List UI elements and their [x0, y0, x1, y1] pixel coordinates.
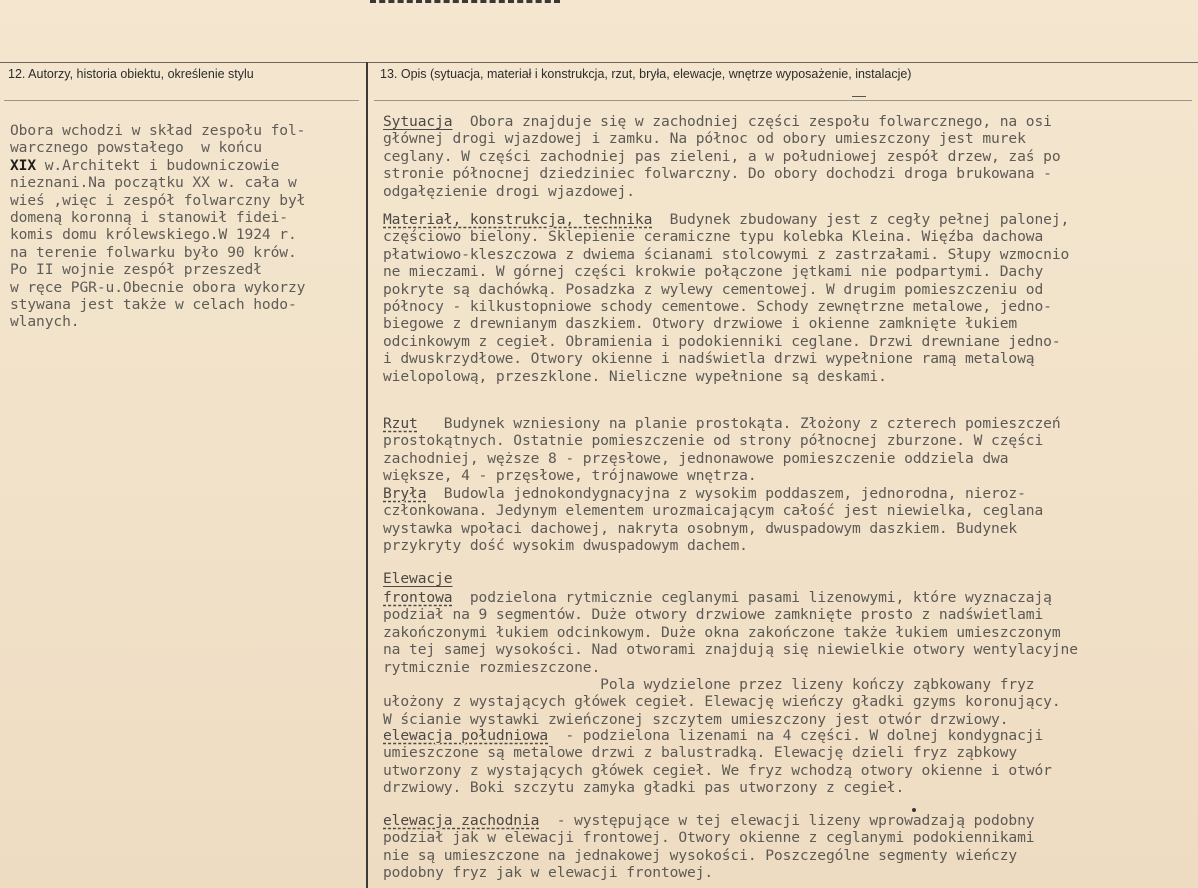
section-line: północy - kilkustopniowe schody cementowe. Schody zewnętrzne metalowe, jedno-: [383, 298, 1052, 316]
section-line: stronie północnej dziedziniec folwarczny. Do obory dochodzi droga brukowana -: [383, 165, 1052, 183]
section-line: wielopolową, przeszklone. Nieliczne wypełnione są deskami.: [383, 367, 887, 385]
header-dash-mark: [852, 96, 866, 97]
section-label-zachodnia: elewacja zachodnia: [383, 812, 540, 829]
history-line: XIX w.Architekt i budowniczowie: [10, 156, 280, 174]
section-line: Budowla jednokondygnacyjna z wysokim poddaszem, jednorodna, nieroz-: [426, 485, 1026, 502]
century-mark: XIX: [10, 156, 37, 174]
section-line: utworzony z wystających główek cegieł. We fryz wchodzą otwory okienne i otwór: [383, 761, 1052, 779]
section-line: Pola wydzielone przez lizeny kończy ząbkowany fryz: [383, 676, 1035, 694]
section-line: i dwuskrzydłowe. Otwory okienne i nadświetla drzwi wypełnione ramą metalową: [383, 350, 1035, 368]
section-line: rytmicznie rozmieszczone.: [383, 658, 601, 676]
section-line: Obora znajduje się w zachodniej części zespołu folwarcznego, na osi: [452, 113, 1052, 130]
section-line: większe, 4 - przęsłowe, trójnawowe wnętrza.: [383, 467, 757, 485]
section-line: prostokątnych. Ostatnie pomieszczenie od strony północnej zburzone. W części: [383, 432, 1044, 450]
section-line: nie są umieszczone na jednakowej wysokości. Poszczególne segmenty wieńczy: [383, 846, 1018, 864]
history-line: warcznego powstałego w końcu: [10, 139, 262, 157]
history-line: nieznani.Na początku XX w. cała w: [10, 174, 297, 192]
section-zachodnia: [383, 812, 1193, 882]
section-line: głównej drogi wjazdowej i zamku. Na północ od obory umieszczony jest murek: [383, 130, 1026, 148]
section-rzut: [383, 415, 1193, 485]
history-line: Po II wojnie zespół przeszedł: [10, 261, 262, 279]
section-line: Budynek zbudowany jest z cegły pełnej palonej,: [652, 211, 1070, 228]
history-line: Obora wchodzi w skład zespołu fol-: [10, 122, 306, 139]
history-line: wieś ,więc i zespół folwarczny był: [10, 191, 306, 209]
section-label-rzut: Rzut: [383, 415, 418, 432]
history-line: stywana jest także w celach hodo-: [10, 296, 297, 314]
history-line: w ręce PGR-u.Obecnie obora wykorzy: [10, 278, 306, 296]
section-line: podzielona rytmicznie ceglanymi pasami lizenowymi, które wyznaczają: [452, 589, 1052, 606]
top-dashed-mark: [370, 0, 560, 11]
section-line: drzwiowy. Boki szczytu zamyka gładki pas utworzony z cegieł.: [383, 779, 905, 797]
section-line: na tej samej wysokości. Nad otworami znajdują się niewielkie otwory wentylacyjne: [383, 641, 1078, 659]
section-line: ceglany. W części zachodniej pas zieleni, a w południowej zespół drzew, zaś po: [383, 147, 1061, 165]
column-divider: [366, 62, 368, 888]
section-line: częściowo bielony. Sklepienie ceramiczne typu kolebka Kleina. Więźba dachowa: [383, 228, 1044, 246]
section-heading-elewacje: Elewacje: [383, 570, 453, 587]
section-material: [383, 211, 1193, 385]
section-line: umieszczone są metalowe drzwi z balustradką. Elewację dzieli fryz ząbkowy: [383, 744, 1018, 762]
section-line: ne mieczami. W górnej części krokwie połączone jętkami nie podpartymi. Dachy: [383, 263, 1044, 281]
section-sytuacja: [383, 113, 1193, 200]
section-line: wystawka wpołaci dachowej, nakryta osobnym, dwuspadowym daszkiem. Budynek: [383, 519, 1018, 537]
history-text: [10, 122, 362, 331]
section-poludniowa: [383, 727, 1193, 797]
section-line: biegowe z drewnianym daszkiem. Otwory drzwiowe i okienne zamknięte łukiem: [383, 315, 1018, 333]
section-line: odcinkowym z cegieł. Obramienia i podokienniki ceglane. Drzwi drewniane jedno-: [383, 332, 1061, 350]
section-line: Budynek wzniesiony na planie prostokąta. Złożony z czterech pomieszczeń: [417, 415, 1061, 432]
section-line: - podzielona lizenami na 4 części. W dolnej kondygnacji: [548, 727, 1044, 744]
history-line: komis domu królewskiego.W 1924 r.: [10, 226, 297, 244]
left-header-rule: [4, 100, 359, 101]
section-line: członkowana. Jedynym elementem urozmaicającym całość jest niewielka, ceglana: [383, 502, 1044, 520]
section-line: przykryty dość wysokim dwuspadowym dachem.: [383, 537, 748, 555]
right-column-header: 13. Opis (sytuacja, materiał i konstrukcja, rzut, bryła, elewacje, wnętrze wyposażenie, instalacje): [380, 67, 912, 81]
section-label-material: Materiał, konstrukcja, technika: [383, 211, 653, 228]
section-line: podobny fryz jak w elewacji frontowej.: [383, 864, 714, 882]
section-line: odgałęzienie drogi wjazdowej.: [383, 182, 635, 200]
section-line: ułożony z wystających główek cegieł. Elewację wieńczy gładki gzyms koronujący.: [383, 693, 1061, 711]
section-bryla: [383, 485, 1193, 555]
section-frontowa: [383, 589, 1193, 728]
left-column-header: 12. Autorzy, historia obiektu, określenie stylu: [8, 67, 254, 81]
right-header-rule: [374, 100, 1192, 101]
section-line: płatwiowo-kleszczowa z dwiema ścianami stolcowymi z zastrzałami. Słupy wzmocnio: [383, 245, 1070, 263]
section-line: W ścianie wystawki zwieńczonej szczytem umieszczony jest otwór drzwiowy.: [383, 710, 1009, 728]
section-label-bryla: Bryła: [383, 485, 427, 502]
history-line: na terenie folwarku było 90 krów.: [10, 243, 297, 261]
section-line: - występujące w tej elewacji lizeny wprowadzają podobny: [539, 812, 1035, 829]
section-label-frontowa: frontowa: [383, 589, 453, 606]
section-elewacje-heading: [383, 570, 1193, 587]
section-line: zakończonymi łukiem odcinkowym. Duże okna zakończone także łukiem umieszczonym: [383, 623, 1061, 641]
history-line: wlanych.: [10, 313, 80, 331]
section-line: pokryte są dachówką. Posadzka z wylewy cementowej. W drugim pomieszczeniu od: [383, 280, 1044, 298]
section-line: zachodniej, węższe 8 - przęsłowe, jednonawowe pomieszczenie oddziela dwa: [383, 449, 1009, 467]
section-line: podział na 9 segmentów. Duże otwory drzwiowe zamknięte prosto z nadświetlami: [383, 606, 1044, 624]
section-label-sytuacja: Sytuacja: [383, 113, 453, 130]
history-line: domeną koronną i stanowił fidei-: [10, 209, 288, 227]
header-top-rule: [0, 62, 1198, 63]
section-label-poludniowa: elewacja południowa: [383, 727, 549, 744]
section-line: podział jak w elewacji frontowej. Otwory okienne z ceglanymi podokiennikami: [383, 829, 1035, 847]
